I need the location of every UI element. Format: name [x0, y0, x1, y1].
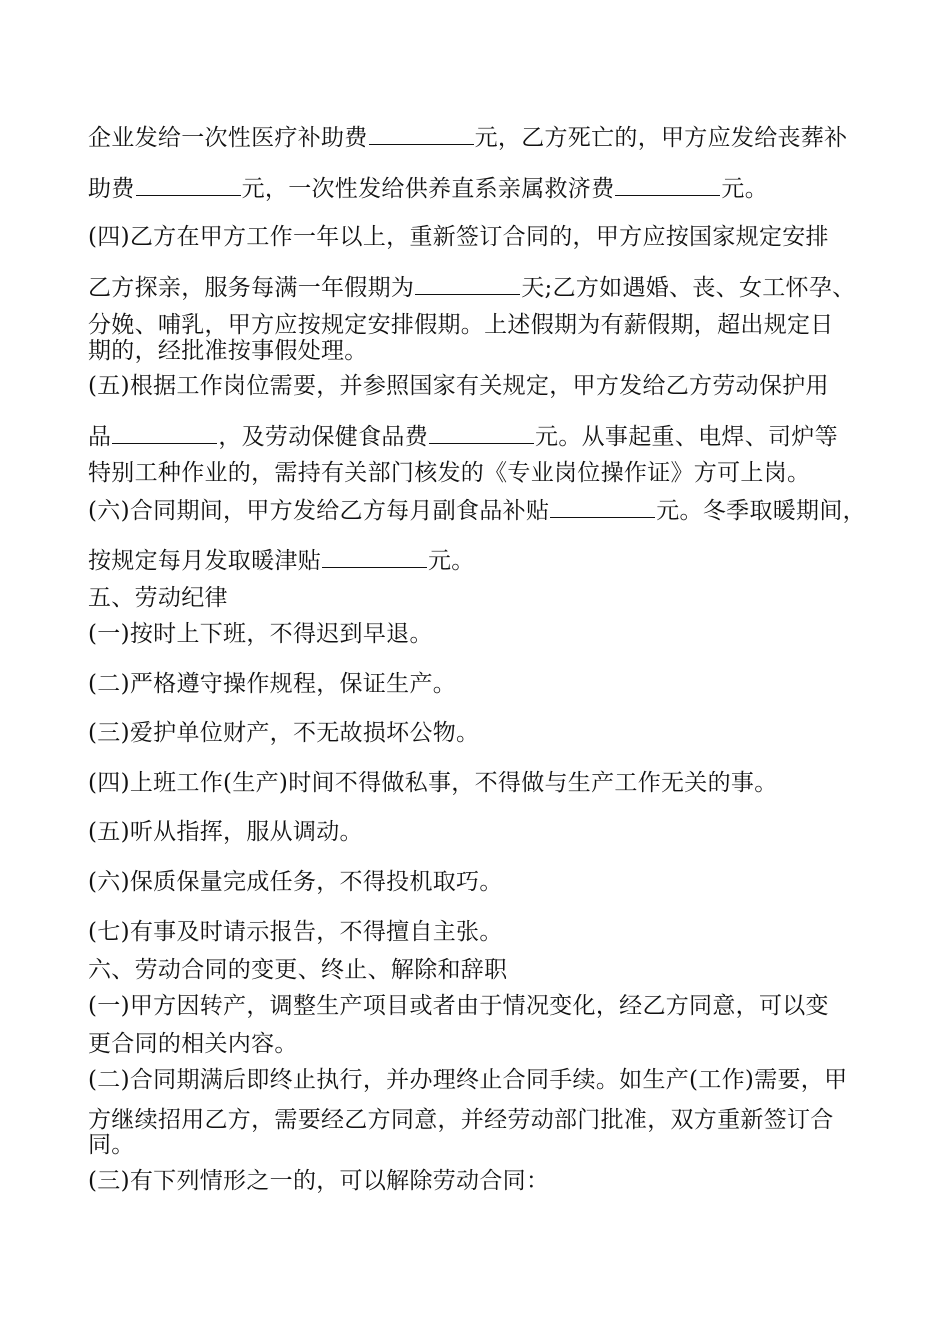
- text-line: 分娩、哺乳，甲方应按规定安排假期。上述假期为有薪假期，超出规定日: [88, 312, 834, 338]
- text-line: (一)按时上下班，不得迟到早退。: [88, 621, 433, 647]
- text-line: (二)合同期满后即终止执行，并办理终止合同手续。如生产(工作)需要，甲: [88, 1067, 848, 1093]
- fill-blank: [112, 421, 217, 444]
- text-line: (一)甲方因转产，调整生产项目或者由于情况变化，经乙方同意，可以变: [88, 993, 829, 1019]
- text-line: 更合同的相关内容。: [88, 1031, 298, 1057]
- fill-blank: [429, 421, 534, 444]
- text-line: (七)有事及时请示报告，不得擅自主张。: [88, 919, 503, 945]
- text-line: (四)上班工作(生产)时间不得做私事，不得做与生产工作无关的事。: [88, 770, 778, 796]
- text-line: 期的，经批准按事假处理。: [88, 338, 368, 364]
- text-line: 方继续招用乙方，需要经乙方同意，并经劳动部门批准，双方重新签订合: [88, 1107, 834, 1133]
- text-line: 品 ，及劳动保健食品费 元。从事起重、电焊、司炉等: [88, 421, 838, 451]
- text-line: (六)合同期间，甲方发给乙方每月副食品补贴 元。冬季取暖期间，: [88, 495, 866, 525]
- fill-blank: [322, 545, 427, 568]
- text-line: (三)爱护单位财产，不无故损坏公物。: [88, 720, 480, 746]
- section-heading: 六、劳动合同的变更、终止、解除和辞职: [88, 957, 508, 983]
- fill-blank: [136, 173, 241, 196]
- text-line: (六)保质保量完成任务，不得投机取巧。: [88, 869, 503, 895]
- text-line: 特别工种作业的，需持有关部门核发的《专业岗位操作证》方可上岗。: [88, 460, 811, 486]
- text-line: 按规定每月发取暖津贴 元。: [88, 545, 475, 575]
- fill-blank: [615, 173, 720, 196]
- text-line: (五)根据工作岗位需要，并参照国家有关规定，甲方发给乙方劳动保护用: [88, 373, 829, 399]
- text-line: 乙方探亲，服务每满一年假期为 天;乙方如遇婚、丧、女工怀孕、: [88, 272, 855, 302]
- fill-blank: [550, 495, 655, 518]
- text-line: (二)严格遵守操作规程，保证生产。: [88, 671, 457, 697]
- text-line: (四)乙方在甲方工作一年以上，重新签订合同的，甲方应按国家规定安排: [88, 224, 829, 250]
- text-line: 同。: [88, 1132, 135, 1158]
- fill-blank: [369, 122, 474, 145]
- text-line: 助费 元，一次性发给供养直系亲属救济费 元。: [88, 173, 768, 203]
- text-line: 企业发给一次性医疗补助费 元，乙方死亡的，甲方应发给丧葬补: [88, 122, 847, 152]
- fill-blank: [415, 272, 520, 295]
- text-line: (五)听从指挥，服从调动。: [88, 819, 363, 845]
- text-line: (三)有下列情形之一的，可以解除劳动合同：: [88, 1168, 550, 1194]
- section-heading: 五、劳动纪律: [88, 585, 228, 611]
